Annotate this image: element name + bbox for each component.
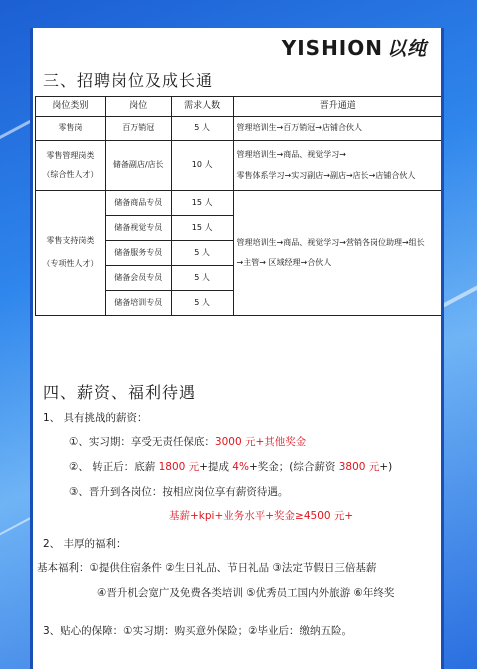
cell-count: 5 人 xyxy=(171,117,233,141)
header-position: 岗位 xyxy=(105,97,171,117)
cell-position: 储备商品专员 xyxy=(105,191,171,216)
table-header-row xyxy=(36,97,443,117)
table-row xyxy=(36,141,443,191)
cell-path xyxy=(233,141,442,191)
category-label: 零售管理岗类 xyxy=(46,150,95,160)
salary-base: 1800 元 xyxy=(158,461,200,473)
logo-chinese: 以纯 xyxy=(386,38,427,60)
cell-position: 储备视觉专员 xyxy=(105,216,171,241)
cell-path xyxy=(233,191,442,316)
cell-count: 5 人 xyxy=(171,266,233,291)
welfare-line-1: 基本福利：①提供住宿条件 ②生日礼品、节日礼品 ③法定节假日三倍基薪 xyxy=(37,562,377,574)
cell-count: 10 人 xyxy=(171,141,233,191)
logo-latin: YISHION xyxy=(281,36,383,60)
guarantee-line: 3、贴心的保障：①实习期：购买意外保险；②毕业后：缴纳五险。 xyxy=(43,625,353,637)
section4-title: 四、薪资、福利待遇 xyxy=(43,383,197,402)
salary-commission: 4% xyxy=(232,461,249,473)
path-line: →主管→ 区域经理→合伙人 xyxy=(236,257,332,267)
salary-item-1-text: ①、实习期：享受无责任保底： xyxy=(69,436,215,448)
salary-heading: 1、 具有挑战的薪资： xyxy=(43,412,148,424)
positions-table xyxy=(35,96,443,316)
salary-item-1 xyxy=(69,434,306,449)
salary-total: 3800 元 xyxy=(338,461,380,473)
salary-formula: 基薪+kpi+业务水平+奖金≥4500 元+ xyxy=(169,510,354,522)
cell-position: 储备服务专员 xyxy=(105,241,171,266)
welfare-line-2: ④晋升机会宽广及免费各类培训 ⑤优秀员工国内外旅游 ⑥年终奖 xyxy=(97,587,395,599)
cell-count: 15 人 xyxy=(171,191,233,216)
cell-position: 储备副店/店长 xyxy=(105,141,171,191)
table-row xyxy=(36,117,443,141)
welfare-heading: 2、 丰厚的福利： xyxy=(43,538,127,550)
cell-position: 储备培训专员 xyxy=(105,291,171,316)
salary-text: +奖金；(综合薪资 xyxy=(248,461,339,473)
header-path: 晋升通道 xyxy=(233,97,442,117)
salary-item-3: ③、晋升到各岗位：按相应岗位享有薪资待遇。 xyxy=(69,486,289,498)
path-line: 管理培训生→商品、视觉学习→营销各岗位助理→组长 xyxy=(236,237,425,247)
path-line: 管理培训生→商品、视觉学习→ xyxy=(236,149,346,159)
salary-text: +提成 xyxy=(199,461,233,473)
cell-count: 5 人 xyxy=(171,241,233,266)
table-row xyxy=(36,191,443,216)
section3-title: 三、招聘岗位及成长通 xyxy=(43,71,214,90)
category-sub: （综合性人才） xyxy=(42,169,99,179)
cell-position: 储备会员专员 xyxy=(105,266,171,291)
category-sub: （专项性人才） xyxy=(42,259,99,268)
cell-position: 百万销冠 xyxy=(105,117,171,141)
salary-text: +) xyxy=(379,461,393,473)
cell-count: 5 人 xyxy=(171,291,233,316)
cell-path: 管理培训生→百万销冠→店铺合伙人 xyxy=(233,117,442,141)
cell-category xyxy=(36,191,106,316)
path-line: 零售体系学习→实习副店→副店→店长→店铺合伙人 xyxy=(236,170,416,180)
category-label: 零售支持岗类 xyxy=(46,236,95,246)
header-count: 需求人数 xyxy=(171,97,233,117)
cell-count: 15 人 xyxy=(171,216,233,241)
cell-category: 零售岗 xyxy=(36,117,106,141)
salary-item-2 xyxy=(69,459,392,474)
document-page xyxy=(30,28,444,669)
cell-category xyxy=(36,141,106,191)
header-category: 岗位类别 xyxy=(36,97,106,117)
salary-item-1-highlight: 3000 元+其他奖金 xyxy=(214,436,307,448)
brand-logo xyxy=(282,34,427,61)
salary-item-2-text: ②、 转正后：底薪 xyxy=(69,461,159,473)
